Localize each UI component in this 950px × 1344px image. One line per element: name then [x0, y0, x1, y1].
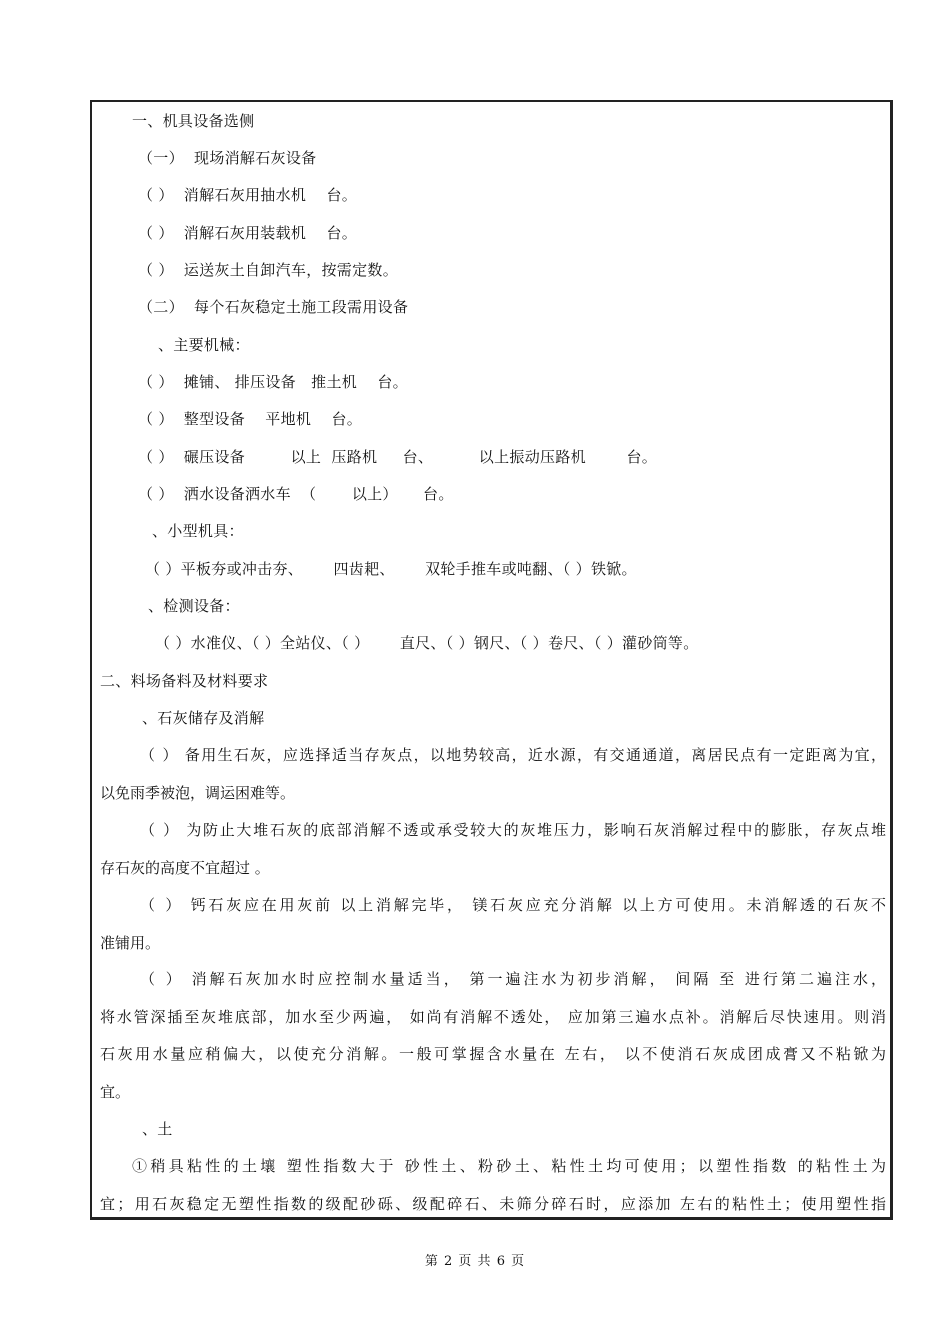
subsection-heading-2: （二） 每个石灰稳定土施工段需用设备 [138, 298, 409, 316]
item-heading: 、检测设备： [148, 597, 240, 615]
list-item: （ ） 碾压设备 以上 压路机 台、 以上振动压路机 台。 [138, 448, 658, 466]
section-heading-1: 一、机具设备选侧 [132, 112, 255, 130]
paragraph-line: （ ） 钙石灰应在用灰前 以上消解完毕， 镁石灰应充分消解 以上方可使用。未消解透的石灰不 [140, 896, 886, 914]
section-heading-2: 二、料场备料及材料要求 [100, 672, 269, 690]
paragraph-2 [100, 821, 886, 896]
paragraph-5 [100, 1157, 886, 1232]
item-heading: 、小型机具： [152, 522, 244, 540]
paragraph-line: ①稍具粘性的土壤 塑性指数大于 砂性土、粉砂土、粘性土均可使用；以塑性指数 的粘性土为 [132, 1157, 886, 1175]
page-footer: 第 2 页 共 6 页 [424, 1254, 526, 1269]
list-item: （ ） 运送灰土自卸汽车，按需定数。 [138, 261, 399, 279]
paragraph-line: （ ） 为防止大堆石灰的底部消解不透或承受较大的灰堆压力，影响石灰消解过程中的膨胀，存灰点堆 [140, 821, 886, 839]
paragraph-line: 将水管深插至灰堆底部，加水至少两遍， 如尚有消解不透处， 应加第三遍水点补。消解后尽快速用。则消 [100, 1007, 886, 1026]
list-item: （ ） 整型设备 平地机 台。 [138, 410, 363, 428]
paragraph-4 [100, 970, 886, 1120]
paragraph-line: 宜。 [100, 1082, 131, 1101]
list-item: （ ） 消解石灰用装载机 台。 [138, 224, 358, 242]
paragraph-line: 以免雨季被泡，调运困难等。 [100, 783, 296, 802]
paragraph-1 [100, 746, 886, 821]
item-heading: 、主要机械： [158, 336, 250, 354]
paragraph-line: （ ） 消解石灰加水时应控制水量适当， 第一遍注水为初步消解， 间隔 至 进行第二遍注水， [140, 970, 886, 988]
list-item: （ ） 摊铺、 排压设备 推土机 台。 [138, 373, 408, 391]
item-heading: 、石灰储存及消解 [142, 709, 265, 727]
paragraph-line: 存石灰的高度不宜超过 。 [100, 858, 270, 877]
list-item: （ ）水准仪、（ ）全站仪、（ ） 直尺、（ ）钢尺、（ ）卷尺、（ ）灌砂筒等。 [155, 634, 699, 652]
list-item: （ ）平板夯或冲击夯、 四齿耙、 双轮手推车或吨翻、（ ）铁锨。 [145, 560, 637, 578]
paragraph-line: 石灰用水量应稍偏大，以使充分消解。一般可掌握含水量在 左右， 以不使消石灰成团成膏又不粘锨为 [100, 1045, 886, 1063]
list-item: （ ） 消解石灰用抽水机 台。 [138, 186, 358, 204]
list-item: （ ） 洒水设备洒水车 （ 以上） 台。 [138, 485, 454, 503]
paragraph-line: 准铺用。 [100, 933, 161, 952]
item-heading: 、土 [142, 1120, 173, 1138]
subsection-heading-1: （一） 现场消解石灰设备 [138, 149, 317, 167]
paragraph-line: 宜；用石灰稳定无塑性指数的级配砂砾、级配碎石、未筛分碎石时，应添加 左右的粘性土；使用塑性指 [100, 1194, 886, 1213]
paragraph-3 [100, 896, 886, 971]
paragraph-line: （ ） 备用生石灰，应选择适当存灰点，以地势较高，近水源，有交通通道，离居民点有一定距离为宜， [140, 746, 886, 764]
